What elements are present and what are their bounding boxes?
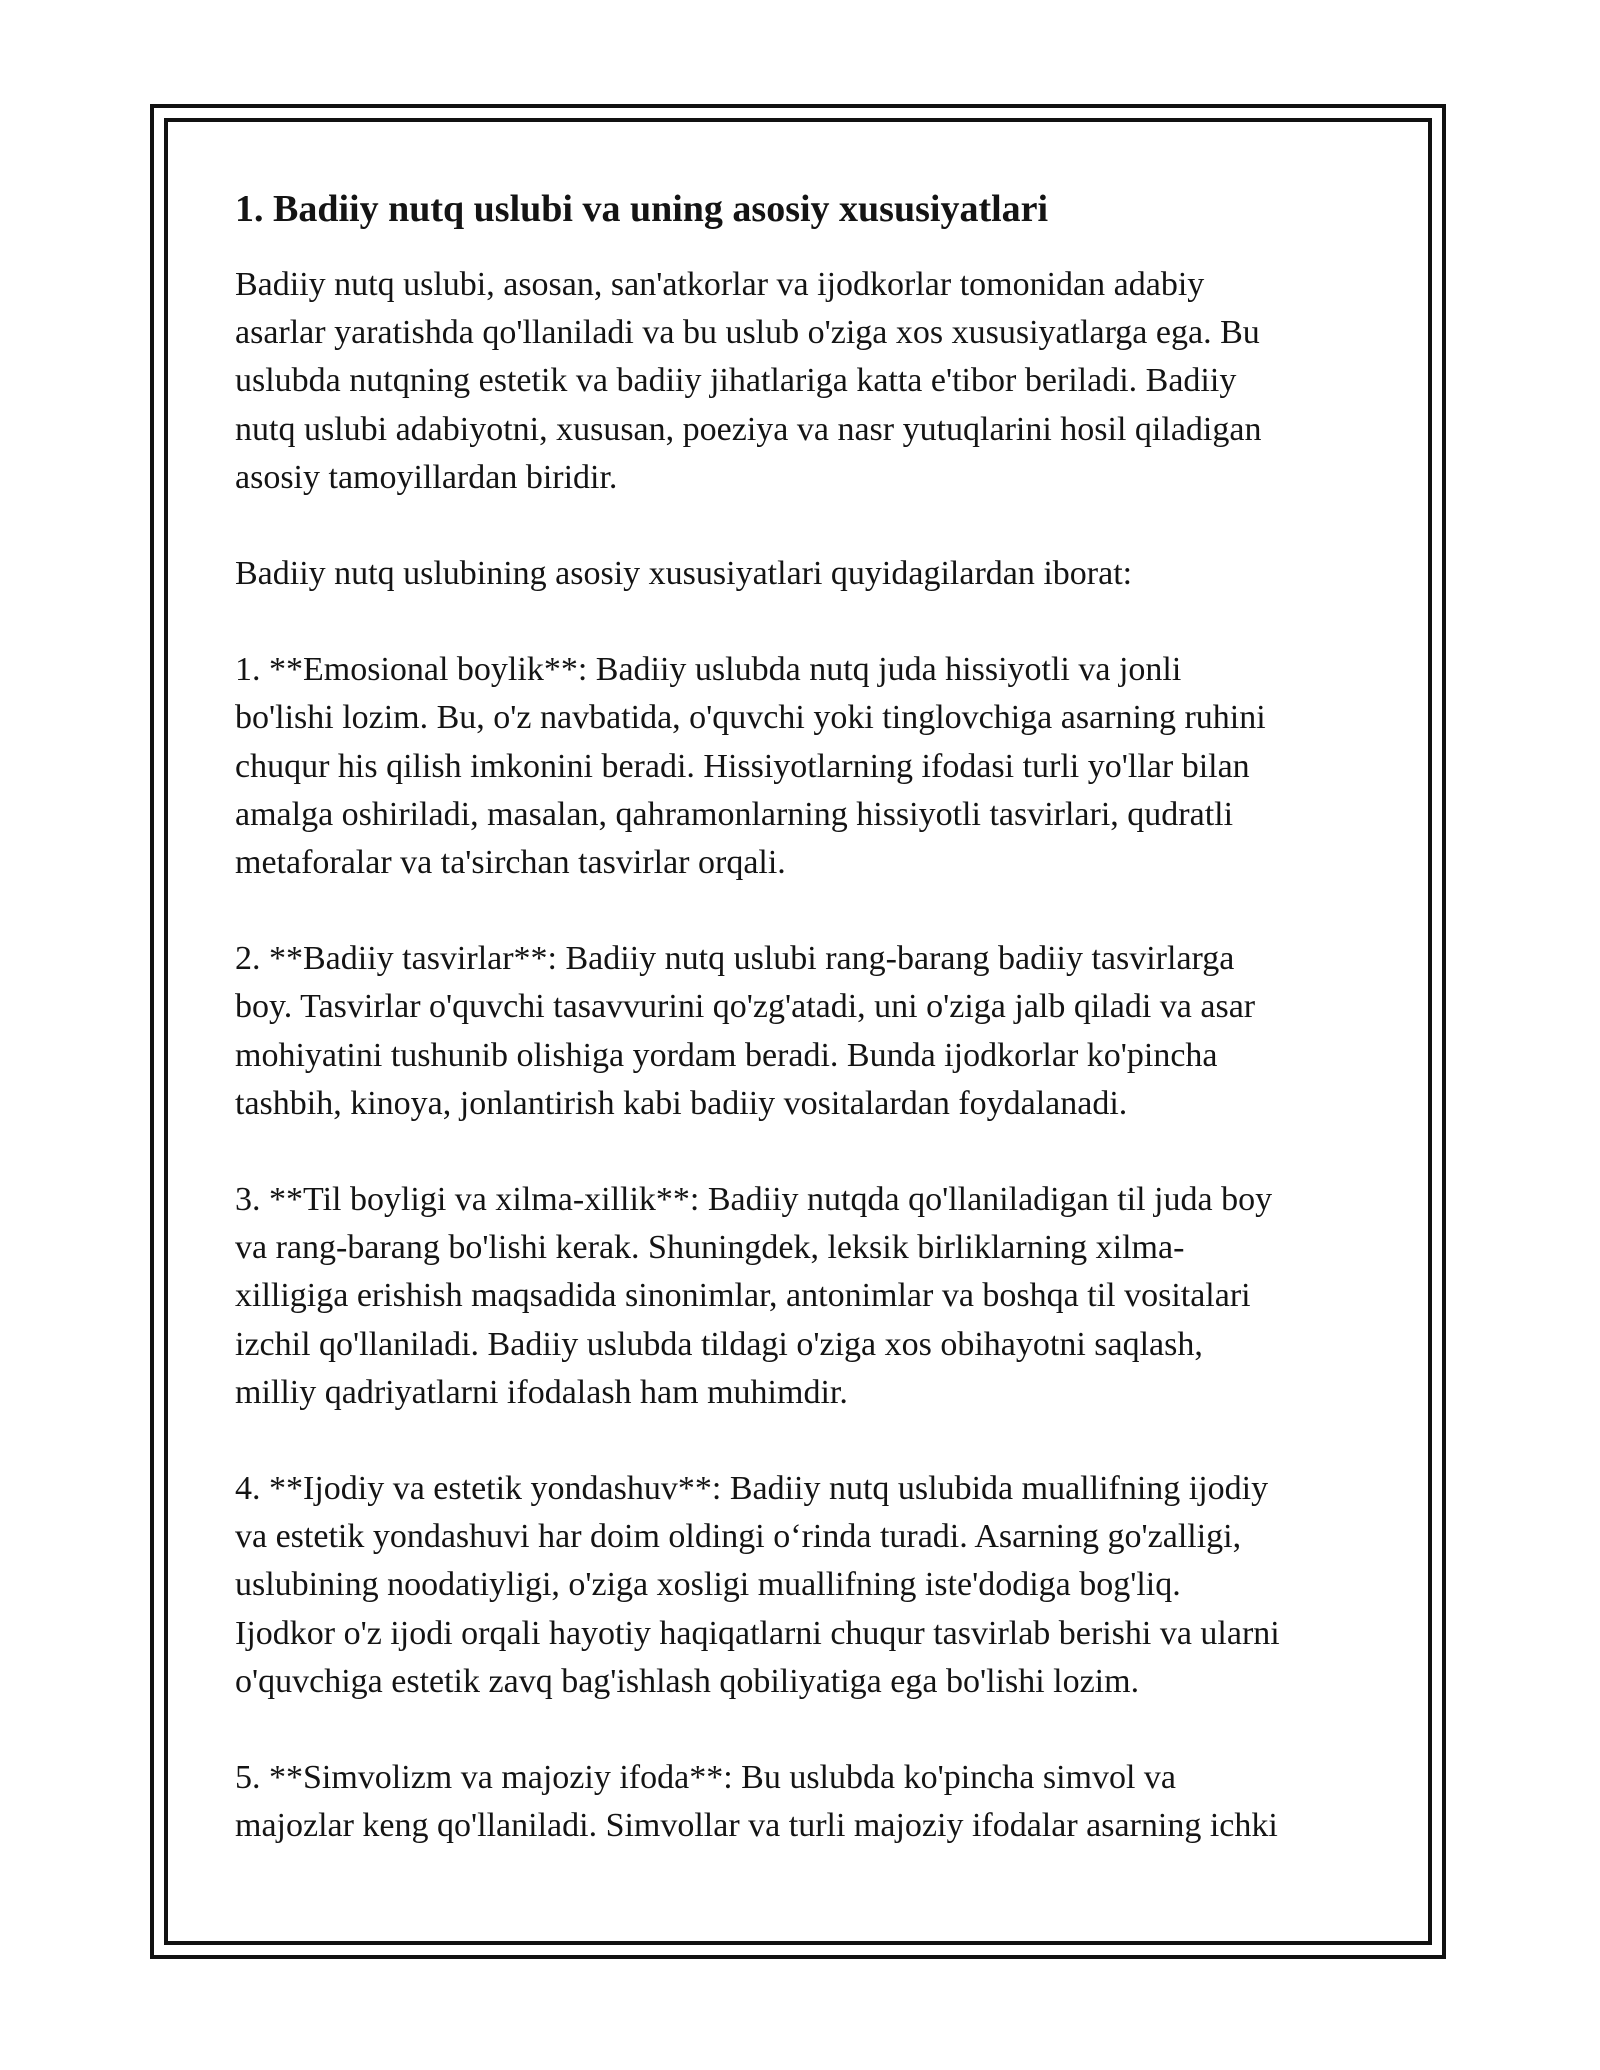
list-item-symbolism: 5. **Simvolizm va majoziy ifoda**: Bu uslubda ko'pincha simvol va majozlar keng qo'llaniladi. Simvollar va turli majoziy ifodalar asarning ichki [235,1759,1278,1845]
paragraph-intro: Badiiy nutq uslubi, asosan, san'atkorlar va ijodkorlar tomonidan adabiy asarlar yaratishda qo'llaniladi va bu uslub o'ziga xos xususiyatlarga ega. Bu uslubda nutqning estetik va badiiy jihatlariga katta e'tibor beriladi. Badiiy nutq uslubi adabiyotni, xususan, poeziya va nasr yutuqlarini hosil qiladigan asosiy tamoyillardan biridir. [235,266,1262,496]
document-body [235,185,1370,1850]
list-item-artistic-images: 2. **Badiiy tasvirlar**: Badiiy nutq uslubi rang-barang badiiy tasvirlarga boy. Tasvirlar o'quvchi tasavvurini qo'zg'atadi, uni o'ziga jalb qiladi va asar mohiyatini tushunib olishiga yordam beradi. Bunda ijodkorlar ko'pincha tashbih, kinoya, jonlantirish kabi badiiy vositalardan foydalanadi. [235,940,1256,1122]
section-heading: 1. Badiiy nutq uslubi va uning asosiy xususiyatlari [235,188,1049,230]
paragraph-list-lead: Badiiy nutq uslubining asosiy xususiyatlari quyidagilardan iborat: [235,555,1133,593]
list-item-language-richness: 3. **Til boyligi va xilma-xillik**: Badiiy nutqda qo'llaniladigan til juda boy va rang-barang bo'lishi kerak. Shuningdek, leksik birliklarning xilma- xilligiga erishish maqsadida sinonimlar, antonimlar va boshqa til vositalari izchil qo'llaniladi. Badiiy uslubda tildagi o'ziga xos obihayotni saqlash, milliy qadriyatlarni ifodalash ham muhimdir. [235,1181,1273,1411]
list-item-emotional-richness: 1. **Emosional boylik**: Badiiy uslubda nutq juda hissiyotli va jonli bo'lishi lozim. Bu, o'z navbatida, o'quvchi yoki tinglovchiga asarning ruhini chuqur his qilish imkonini beradi. Hissiyotlarning ifodasi turli yo'llar bilan amalga oshiriladi, masalan, qahramonlarning hissiyotli tasvirlari, qudratli metaforalar va ta'sirchan tasvirlar orqali. [235,651,1266,882]
list-item-creative-approach: 4. **Ijodiy va estetik yondashuv**: Badiiy nutq uslubida muallifning ijodiy va estetik yondashuvi har doim oldingi o‘rinda turadi. Asarning go'zalligi, uslubining noodatiyligi, o'ziga xosligi muallifning iste'dodiga bog'liq. Ijodkor o'z ijodi orqali hayotiy haqiqatlarni chuqur tasvirlab berishi va ularni o'quvchiga estetik zavq bag'ishlash qobiliyatiga ega bo'lishi lozim. [235,1470,1280,1700]
